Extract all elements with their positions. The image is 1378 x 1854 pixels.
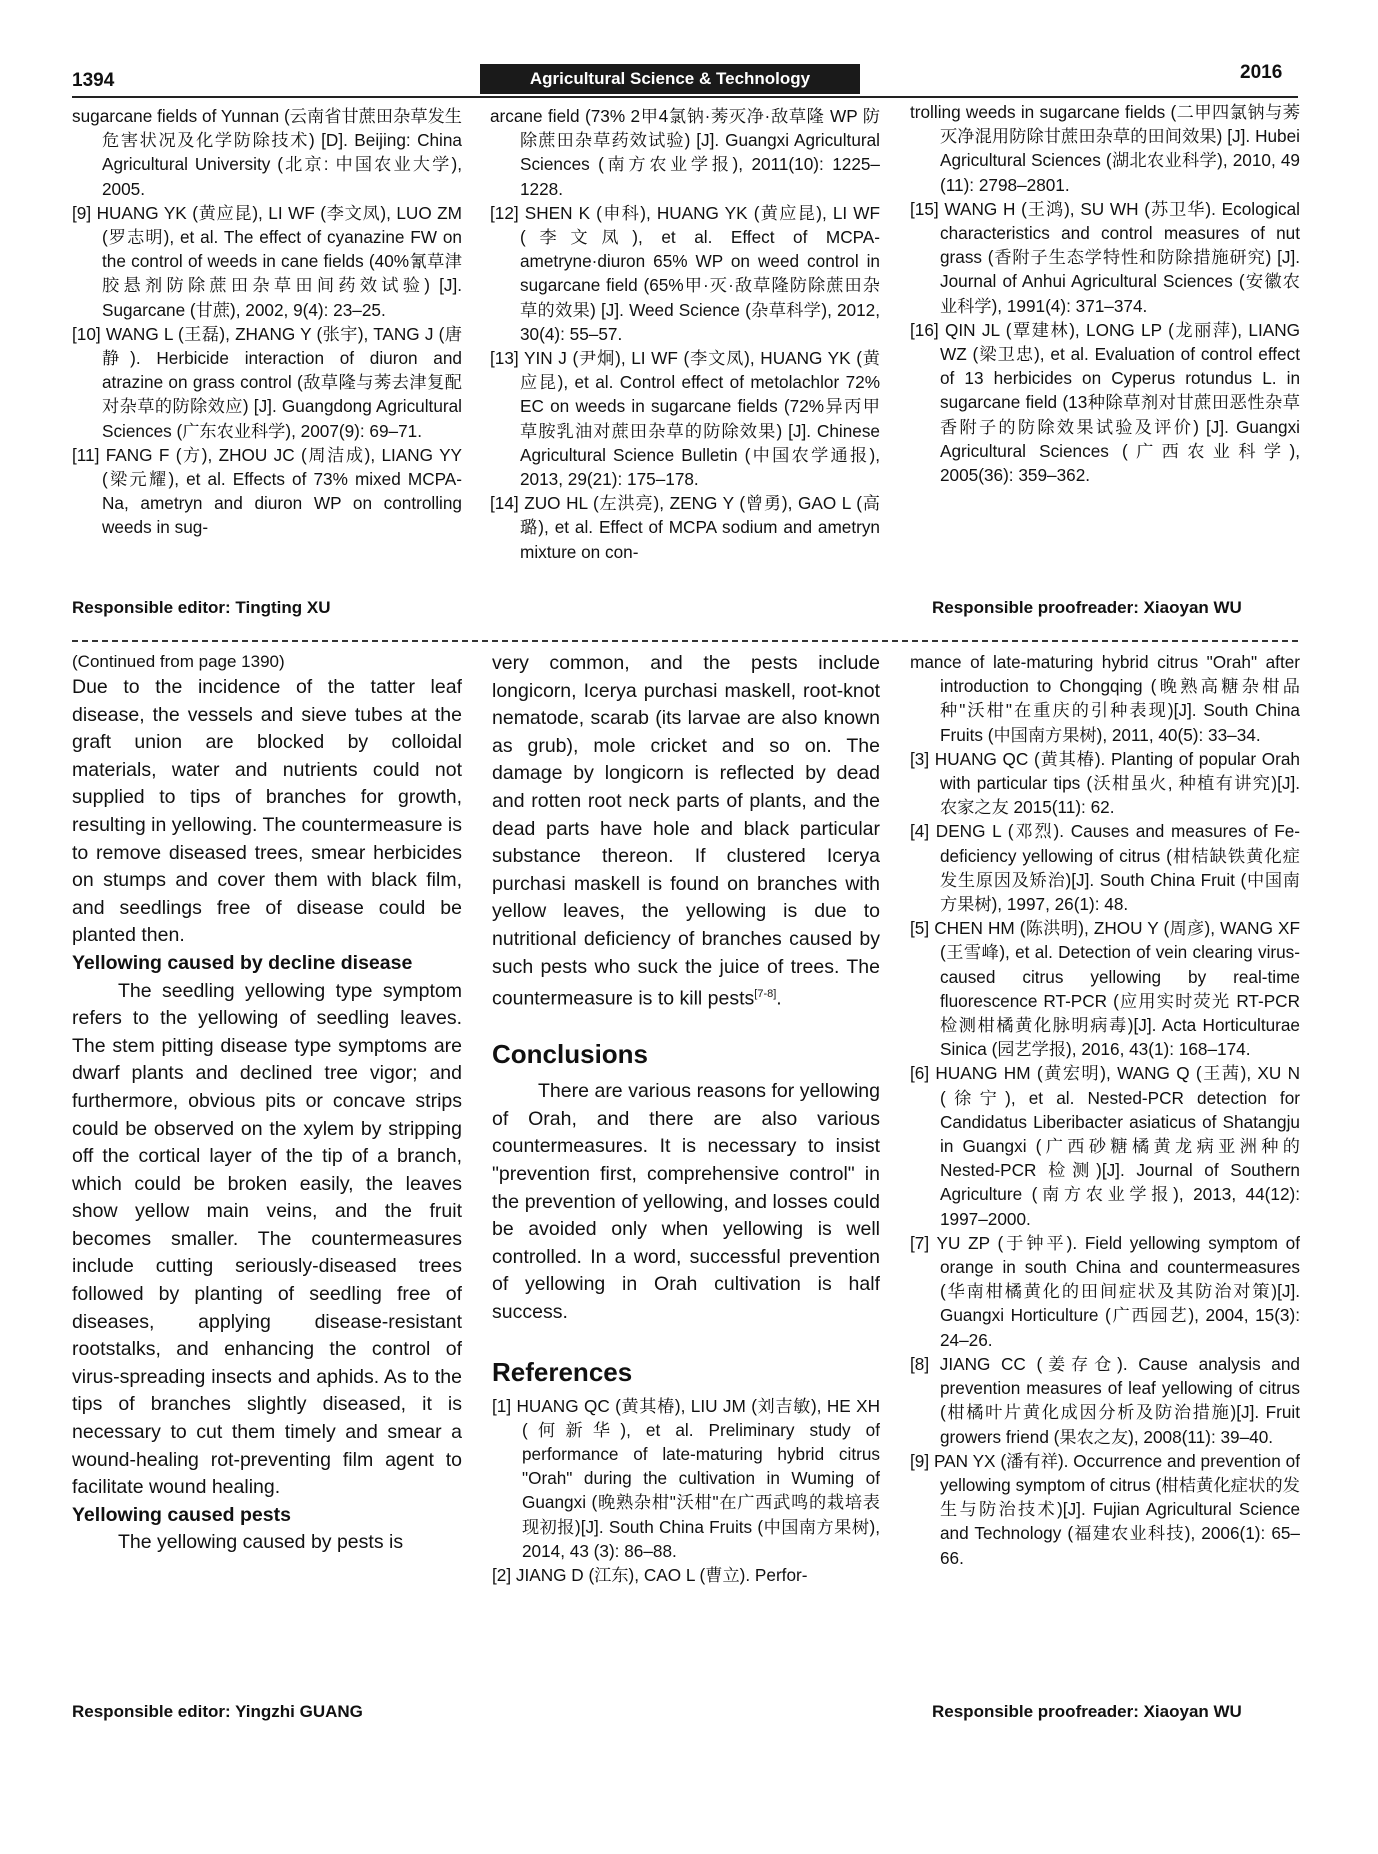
heading-pests: Yellowing caused pests: [72, 1503, 291, 1526]
reference-item: [8] JIANG CC (姜存仓). Cause analysis and prevention measures of leaf yellowing of citrus (柑橘叶片黄化成因分析及防治措施)[J]. Fruit growers friend (果农之友), 2008(11): 39–40.: [910, 1353, 1300, 1447]
reference-item: sugarcane fields of Yunnan (云南省甘蔗田杂草发生危害状况及化学防除技术) [D]. Beijing: China Agricultural University (北京: 中国农业大学), 2005.: [72, 106, 462, 199]
responsible-editor-bottom: Responsible editor: Yingzhi GUANG: [72, 1702, 363, 1721]
paragraph-decline-disease: The seedling yellowing type symptom refers to the yellowing of seedling leaves. The stem pitting disease type symptoms are dwarf plants and declined tree vigor; and furthermore, obvious pits or concave strips could be observed on the xylem by stripping off the cortical layer of the tip of a branch, which could be broken easily, the leaves show yellow main veins, and the fruit becomes smaller. The countermeasures include cutting seriously-diseased trees followed by planting of seedling free of diseases, applying disease-resistant rootstalks, and enhancing the control of virus-spreading insects and aphids. As to the tips of branches slightly diseased, it is necessary to cut them timely and smear a wound-healing rot-preventing film agent to facilitate wound healing.: [72, 979, 462, 1499]
reference-item: [11] FANG F (方), ZHOU JC (周洁成), LIANG YY (梁元耀), et al. Effects of 73% mixed MCPA-Na, ametryn and diuron WP on controlling weeds in sug-: [72, 444, 462, 538]
reference-item: [1] HUANG QC (黄其椿), LIU JM (刘吉敏), HE XH (何新华), et al. Preliminary study of performance of late-maturing hybrid citrus "Orah" during the cultivation in Wuming of Guangxi (晚熟杂柑"沃柑"在广西武鸣的栽培表现初报)[J]. South China Fruits (中国南方果树), 2014, 43 (3): 86–88.: [492, 1395, 880, 1561]
article-column-1: [72, 650, 462, 1690]
page-number: 1394: [72, 70, 115, 91]
reference-item: [10] WANG L (王磊), ZHANG Y (张宇), TANG J (唐静). Herbicide interaction of diuron and atrazine on grass control (敌草隆与莠去津复配对杂草的防除效应) [J]. Guangdong Agricultural Sciences (广东农业科学), 2007(9): 69–71.: [72, 323, 462, 441]
section-divider: [72, 640, 1298, 642]
journal-title-banner: Agricultural Science & Technology: [480, 64, 860, 94]
paragraph-pests-start: The yellowing caused by pests is: [118, 1531, 404, 1554]
reference-item: [9] HUANG YK (黄应昆), LI WF (李文凤), LUO ZM (罗志明), et al. The effect of cyanazine FW on the control of weeds in cane fields (40%氰草津胶悬剂防除蔗田杂草田间药效试验) [J]. Sugarcane (甘蔗), 2002, 9(4): 23–25.: [72, 202, 462, 320]
responsible-proofreader-top: Responsible proofreader: Xiaoyan WU: [932, 598, 1242, 617]
reference-item: [9] PAN YX (潘有祥). Occurrence and prevention of yellowing symptom of citrus (柑桔黄化症状的发生与防治技术)[J]. Fujian Agricultural Science and Technology (福建农业科技), 2006(1): 65–66.: [910, 1450, 1300, 1568]
top-references-column-1: [72, 104, 462, 574]
article-column-2: [492, 650, 880, 1690]
reference-item: [3] HUANG QC (黄其椿). Planting of popular Orah with particular tips (沃柑虽火, 种植有讲究)[J]. 农家之友 2015(11): 62.: [910, 748, 1300, 818]
reference-item: [4] DENG L (邓烈). Causes and measures of Fe-deficiency yellowing of citrus (柑桔缺铁黄化症发生原因及矫治)[J]. South China Fruit (中国南方果树), 1997, 26(1): 48.: [910, 821, 1300, 915]
reference-item: [7] YU ZP (于钟平). Field yellowing symptom of orange in south China and countermeasures (华南柑橘黄化的田间症状及其防治对策)[J]. Guangxi Horticulture (广西园艺), 2004, 15(3): 24–26.: [910, 1232, 1300, 1350]
reference-item: [12] SHEN K (申科), HUANG YK (黄应昆), LI WF (李文凤), et al. Effect of MCPA-ametryne·diuron 65% WP on weed control in sugarcane field (65%甲·灭·敌草隆防除蔗田杂草的效果) [J]. Weed Science (杂草科学), 2012, 30(4): 55–57.: [490, 202, 880, 344]
reference-item: [2] JIANG D (江东), CAO L (曹立). Perfor-: [492, 1564, 808, 1585]
paragraph-pests-continued: very common, and the pests include longicorn, Icerya purchasi maskell, root-knot nematode, scarab (its larvae are also known as grub), mole cricket and so on. The damage by longicorn is reflected by dead and rotten root neck parts of plants, and the dead parts have hole and black particular substance thereon. If clustered Icerya purchasi maskell is found on branches with yellow leaves, the yellowing is due to nutritional deficiency of branches caused by such pests who suck the juice of trees. The countermeasure is to kill pests[7-8].: [492, 652, 880, 1010]
paragraph-conclusions: There are various reasons for yellowing of Orah, and there are also various countermeasures. It is necessary to insist "prevention first, comprehensive control" in the prevention of yellowing, and losses could be avoided only when yellowing is well controlled. In a word, successful prevention of yellowing in Orah cultivation is half success.: [492, 1080, 880, 1323]
article-column-3: [910, 650, 1300, 1690]
reference-item: mance of late-maturing hybrid citrus "Orah" after introduction to Chongqing (晚熟高糖杂柑品种"沃柑"在重庆的引种表现)[J]. South China Fruits (中国南方果树), 2011, 40(5): 33–34.: [910, 652, 1300, 745]
reference-item: [6] HUANG HM (黄宏明), WANG Q (王茜), XU N (徐宁), et al. Nested-PCR detection for Candidatus Liberibacter asiaticus of Shatangju in Guangxi (广西砂糖橘黄龙病亚洲种的 Nested-PCR 检测)[J]. Journal of Southern Agriculture (南方农业学报), 2013, 44(12): 1997–2000.: [910, 1063, 1300, 1229]
responsible-editor-top: Responsible editor: Tingting XU: [72, 598, 331, 617]
publication-year: 2016: [1240, 62, 1283, 83]
reference-item: arcane field (73% 2甲4氯钠·莠灭净·敌草隆 WP 防除蔗田杂草药效试验) [J]. Guangxi Agricultural Sciences (南方农业学报), 2011(10): 1225–1228.: [490, 106, 880, 199]
paragraph-pests-text: very common, and the pests include longicorn, Icerya purchasi maskell, root-knot nematode, scarab (its larvae are also known as grub), mole cricket and so on. The damage by longicorn is reflected by dead and rotten root neck parts of plants, and the dead parts have hole and black particular substance thereon. If clustered Icerya purchasi maskell is found on branches with yellow leaves, the yellowing is due to nutritional deficiency of branches caused by such pests who suck the juice of trees. The countermeasure is to kill pests: [492, 652, 880, 1010]
citation-marker: [7-8]: [754, 988, 777, 1001]
reference-item: [14] ZUO HL (左洪亮), ZENG Y (曾勇), GAO L (高璐), et al. Effect of MCPA sodium and ametryn mixture on con-: [490, 493, 880, 562]
reference-item: [5] CHEN HM (陈洪明), ZHOU Y (周彦), WANG XF (王雪峰), et al. Detection of vein clearing virus-caused citrus yellowing by real-time fluorescence RT-PCR (应用实时荧光 RT-PCR 检测柑橘黄化脉明病毒)[J]. Acta Horticulturae Sinica (园艺学报), 2016, 43(1): 168–174.: [910, 918, 1300, 1060]
heading-conclusions: Conclusions: [492, 1039, 649, 1070]
reference-item: trolling weeds in sugarcane fields (二甲四氯钠与莠灭净混用防除甘蔗田杂草的田间效果) [J]. Hubei Agricultural Sciences (湖北农业科学), 2010, 49 (11): 2798–2801.: [910, 102, 1300, 195]
top-references-column-3: [910, 100, 1300, 570]
continued-note: (Continued from page 1390): [72, 652, 285, 671]
reference-item: [16] QIN JL (覃建林), LONG LP (龙丽萍), LIANG WZ (梁卫忠), et al. Evaluation of control effect of 13 herbicides on Cyperus rotundus L. in sugarcane field (13种除草剂对甘蔗田恶性杂草香附子的防除效果试验及评价) [J]. Guangxi Agricultural Sciences (广西农业科学), 2005(36): 359–362.: [910, 319, 1300, 486]
reference-item: [13] YIN J (尹炯), LI WF (李文凤), HUANG YK (黄应昆), et al. Control effect of metolachlor 72% EC on weeds in sugarcane fields (72%异丙甲草胺乳油对蔗田杂草的防除效果) [J]. Chinese Agricultural Science Bulletin (中国农学通报), 2013, 29(21): 175–178.: [490, 348, 880, 490]
heading-references: References: [492, 1356, 633, 1387]
header-rule: [72, 96, 1298, 98]
top-references-column-2: [490, 104, 880, 574]
responsible-proofreader-bottom: Responsible proofreader: Xiaoyan WU: [932, 1702, 1242, 1721]
heading-decline-disease: Yellowing caused by decline disease: [72, 951, 413, 974]
reference-item: [15] WANG H (王鸿), SU WH (苏卫华). Ecological characteristics and control measures of nut grass (香附子生态学特性和防除措施研究) [J]. Journal of Anhui Agricultural Sciences (安徽农业科学), 1991(4): 371–374.: [910, 198, 1300, 316]
paragraph-tatter-leaf: Due to the incidence of the tatter leaf disease, the vessels and sieve tubes at the graft union are blocked by colloidal materials, water and nutrients could not supplied to tips of branches for growth, resulting in yellowing. The countermeasure is to remove diseased trees, smear herbicides on stumps and cover them with black film, and seedlings free of disease could be planted then.: [72, 676, 462, 947]
